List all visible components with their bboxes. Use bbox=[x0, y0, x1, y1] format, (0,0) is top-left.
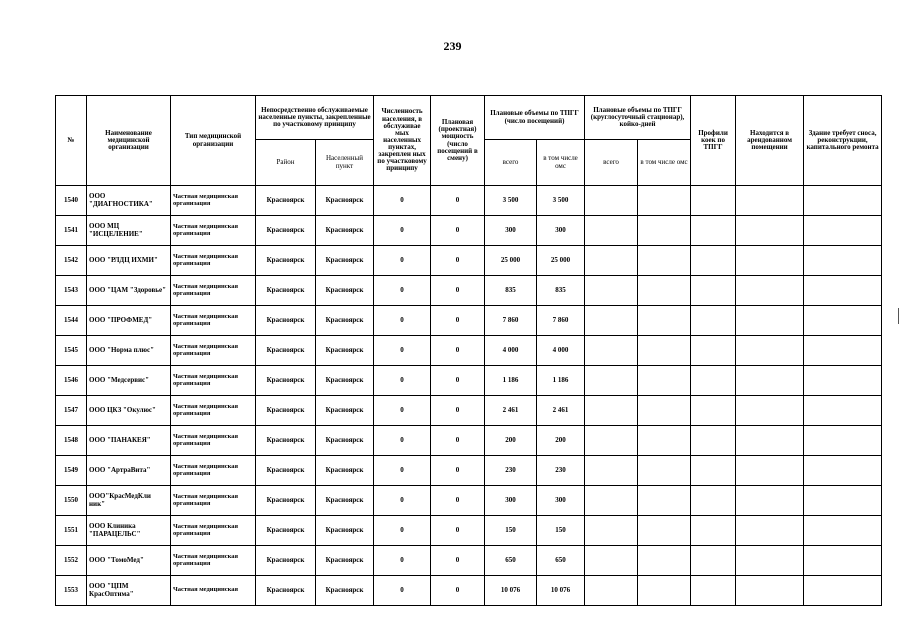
cell-beds-total bbox=[585, 246, 638, 276]
cell-repair bbox=[804, 366, 882, 396]
cell-num: 1540 bbox=[56, 186, 87, 216]
cell-population: 0 bbox=[374, 486, 431, 516]
cell-beds-total bbox=[585, 546, 638, 576]
cell-profiles bbox=[691, 456, 736, 486]
cell-capacity: 0 bbox=[431, 276, 485, 306]
cell-name: ООО ЦКЗ "Окулюс" bbox=[87, 396, 171, 426]
cell-settlement: Красноярск bbox=[316, 396, 374, 426]
cell-beds-total bbox=[585, 396, 638, 426]
cell-capacity: 0 bbox=[431, 576, 485, 606]
table-row bbox=[56, 186, 882, 216]
cell-type: Частная медицинская организация bbox=[171, 456, 256, 486]
cell-rented bbox=[736, 576, 804, 606]
table-body bbox=[56, 186, 882, 606]
cell-profiles bbox=[691, 306, 736, 336]
cell-rented bbox=[736, 336, 804, 366]
cell-profiles bbox=[691, 486, 736, 516]
cell-capacity: 0 bbox=[431, 186, 485, 216]
cell-type: Частная медицинская организация bbox=[171, 516, 256, 546]
cell-num: 1541 bbox=[56, 216, 87, 246]
cell-district: Красноярск bbox=[256, 426, 316, 456]
cell-settlement: Красноярск bbox=[316, 426, 374, 456]
cell-visits-oms: 4 000 bbox=[537, 336, 585, 366]
cell-name: ООО "ДИАГНОСТИКА" bbox=[87, 186, 171, 216]
cell-population: 0 bbox=[374, 306, 431, 336]
cell-rented bbox=[736, 516, 804, 546]
cell-settlement: Красноярск bbox=[316, 216, 374, 246]
cell-type: Частная медицинская организация bbox=[171, 306, 256, 336]
cell-profiles bbox=[691, 426, 736, 456]
cell-beds-total bbox=[585, 336, 638, 366]
cell-profiles bbox=[691, 186, 736, 216]
cell-name: ООО "ТомоМед" bbox=[87, 546, 171, 576]
cell-visits-total: 150 bbox=[485, 516, 537, 546]
cell-visits-oms: 2 461 bbox=[537, 396, 585, 426]
cell-beds-total bbox=[585, 186, 638, 216]
cell-repair bbox=[804, 576, 882, 606]
cell-profiles bbox=[691, 276, 736, 306]
cell-capacity: 0 bbox=[431, 456, 485, 486]
cell-visits-total: 4 000 bbox=[485, 336, 537, 366]
cell-settlement: Красноярск bbox=[316, 186, 374, 216]
cell-population: 0 bbox=[374, 186, 431, 216]
cell-capacity: 0 bbox=[431, 486, 485, 516]
cell-name: ООО"КрасМедКли ник" bbox=[87, 486, 171, 516]
header-rented: Находится в арендованном помещении bbox=[736, 96, 804, 186]
cell-type: Частная медицинская организация bbox=[171, 186, 256, 216]
cell-repair bbox=[804, 246, 882, 276]
cell-visits-oms: 25 000 bbox=[537, 246, 585, 276]
cell-num: 1550 bbox=[56, 486, 87, 516]
cell-visits-total: 1 186 bbox=[485, 366, 537, 396]
cell-population: 0 bbox=[374, 456, 431, 486]
cell-visits-total: 230 bbox=[485, 456, 537, 486]
cell-beds-total bbox=[585, 486, 638, 516]
cell-name: ООО "РЛДЦ ИХМИ" bbox=[87, 246, 171, 276]
cell-type: Частная медицинская bbox=[171, 576, 256, 606]
cell-rented bbox=[736, 546, 804, 576]
cell-capacity: 0 bbox=[431, 246, 485, 276]
cell-repair bbox=[804, 546, 882, 576]
cell-settlement: Красноярск bbox=[316, 306, 374, 336]
cell-district: Красноярск bbox=[256, 366, 316, 396]
cell-visits-oms: 230 bbox=[537, 456, 585, 486]
cell-population: 0 bbox=[374, 576, 431, 606]
header-beds-group: Плановые объемы по ТПГГ (круглосуточный стационар), койко-дней bbox=[585, 96, 691, 140]
cell-num: 1553 bbox=[56, 576, 87, 606]
cell-name: ООО МЦ "ИСЦЕЛЕНИЕ" bbox=[87, 216, 171, 246]
cell-rented bbox=[736, 276, 804, 306]
cell-district: Красноярск bbox=[256, 456, 316, 486]
cell-type: Частная медицинская организация bbox=[171, 276, 256, 306]
table-row bbox=[56, 486, 882, 516]
header-beds-oms: в том числе омс bbox=[638, 140, 691, 186]
cell-type: Частная медицинская организация bbox=[171, 546, 256, 576]
cell-population: 0 bbox=[374, 276, 431, 306]
cell-visits-oms: 650 bbox=[537, 546, 585, 576]
cell-district: Красноярск bbox=[256, 246, 316, 276]
cell-beds-oms bbox=[638, 246, 691, 276]
cell-type: Частная медицинская организация bbox=[171, 216, 256, 246]
cell-rented bbox=[736, 396, 804, 426]
cell-num: 1547 bbox=[56, 396, 87, 426]
cell-profiles bbox=[691, 396, 736, 426]
table-row bbox=[56, 246, 882, 276]
cell-visits-oms: 300 bbox=[537, 486, 585, 516]
cell-beds-oms bbox=[638, 276, 691, 306]
cell-repair bbox=[804, 426, 882, 456]
cell-visits-total: 3 500 bbox=[485, 186, 537, 216]
cell-name: ООО "ЦАМ "Здоровье" bbox=[87, 276, 171, 306]
cell-type: Частная медицинская организация bbox=[171, 396, 256, 426]
table-row bbox=[56, 516, 882, 546]
cell-visits-total: 10 076 bbox=[485, 576, 537, 606]
cell-visits-total: 300 bbox=[485, 216, 537, 246]
cell-beds-oms bbox=[638, 456, 691, 486]
cell-district: Красноярск bbox=[256, 546, 316, 576]
cell-capacity: 0 bbox=[431, 516, 485, 546]
cell-beds-oms bbox=[638, 186, 691, 216]
cell-name: ООО "ПАНАКЕЯ" bbox=[87, 426, 171, 456]
cell-beds-total bbox=[585, 516, 638, 546]
cell-visits-oms: 1 186 bbox=[537, 366, 585, 396]
cell-settlement: Красноярск bbox=[316, 246, 374, 276]
cell-beds-oms bbox=[638, 546, 691, 576]
table-row bbox=[56, 456, 882, 486]
header-type: Тип медицинской организации bbox=[171, 96, 256, 186]
cell-type: Частная медицинская организация bbox=[171, 336, 256, 366]
cell-beds-total bbox=[585, 276, 638, 306]
cell-num: 1548 bbox=[56, 426, 87, 456]
cell-rented bbox=[736, 426, 804, 456]
cell-population: 0 bbox=[374, 426, 431, 456]
cell-population: 0 bbox=[374, 396, 431, 426]
medical-organizations-table bbox=[55, 95, 882, 606]
table-row bbox=[56, 396, 882, 426]
cell-capacity: 0 bbox=[431, 306, 485, 336]
cell-beds-total bbox=[585, 366, 638, 396]
cell-name: ООО "Медсервис" bbox=[87, 366, 171, 396]
table-row bbox=[56, 366, 882, 396]
cell-name: ООО Клиника "ПАРАЦЕЛЬС" bbox=[87, 516, 171, 546]
cell-repair bbox=[804, 516, 882, 546]
header-visits-total: всего bbox=[485, 140, 537, 186]
table-row bbox=[56, 216, 882, 246]
cell-district: Красноярск bbox=[256, 486, 316, 516]
cell-visits-total: 835 bbox=[485, 276, 537, 306]
cell-beds-total bbox=[585, 306, 638, 336]
cell-capacity: 0 bbox=[431, 336, 485, 366]
cell-district: Красноярск bbox=[256, 186, 316, 216]
cell-beds-oms bbox=[638, 306, 691, 336]
cell-visits-total: 300 bbox=[485, 486, 537, 516]
cell-repair bbox=[804, 486, 882, 516]
cell-visits-total: 200 bbox=[485, 426, 537, 456]
cell-visits-oms: 835 bbox=[537, 276, 585, 306]
cell-rented bbox=[736, 246, 804, 276]
cell-profiles bbox=[691, 516, 736, 546]
header-settlement: Населенный пункт bbox=[316, 140, 374, 186]
cell-num: 1549 bbox=[56, 456, 87, 486]
cell-profiles bbox=[691, 546, 736, 576]
cell-visits-total: 7 860 bbox=[485, 306, 537, 336]
cell-capacity: 0 bbox=[431, 426, 485, 456]
cell-visits-oms: 300 bbox=[537, 216, 585, 246]
cell-rented bbox=[736, 306, 804, 336]
cell-num: 1542 bbox=[56, 246, 87, 276]
header-num: № bbox=[56, 96, 87, 186]
cell-beds-total bbox=[585, 456, 638, 486]
cell-profiles bbox=[691, 216, 736, 246]
table-row bbox=[56, 576, 882, 606]
cell-visits-total: 650 bbox=[485, 546, 537, 576]
cell-type: Частная медицинская организация bbox=[171, 486, 256, 516]
cell-beds-total bbox=[585, 426, 638, 456]
header-beds-total: всего bbox=[585, 140, 638, 186]
cell-settlement: Красноярск bbox=[316, 576, 374, 606]
cell-district: Красноярск bbox=[256, 306, 316, 336]
cell-population: 0 bbox=[374, 246, 431, 276]
cell-name: ООО "Норма плюс" bbox=[87, 336, 171, 366]
cell-repair bbox=[804, 276, 882, 306]
cell-beds-oms bbox=[638, 576, 691, 606]
cell-name: ООО "ЦПМ КрасОптима" bbox=[87, 576, 171, 606]
cell-num: 1551 bbox=[56, 516, 87, 546]
cell-beds-total bbox=[585, 576, 638, 606]
cell-type: Частная медицинская организация bbox=[171, 426, 256, 456]
cell-beds-total bbox=[585, 216, 638, 246]
cell-population: 0 bbox=[374, 366, 431, 396]
cell-type: Частная медицинская организация bbox=[171, 246, 256, 276]
scan-edge-mark bbox=[898, 308, 899, 324]
cell-capacity: 0 bbox=[431, 216, 485, 246]
cell-district: Красноярск bbox=[256, 396, 316, 426]
cell-type: Частная медицинская организация bbox=[171, 366, 256, 396]
cell-num: 1545 bbox=[56, 336, 87, 366]
cell-name: ООО "ПРОФМЕД" bbox=[87, 306, 171, 336]
cell-visits-oms: 7 860 bbox=[537, 306, 585, 336]
cell-district: Красноярск bbox=[256, 276, 316, 306]
cell-repair bbox=[804, 306, 882, 336]
header-district: Район bbox=[256, 140, 316, 186]
table-row bbox=[56, 276, 882, 306]
table-row bbox=[56, 426, 882, 456]
cell-beds-oms bbox=[638, 426, 691, 456]
cell-repair bbox=[804, 186, 882, 216]
cell-capacity: 0 bbox=[431, 396, 485, 426]
cell-beds-oms bbox=[638, 366, 691, 396]
cell-district: Красноярск bbox=[256, 336, 316, 366]
cell-district: Красноярск bbox=[256, 576, 316, 606]
cell-num: 1543 bbox=[56, 276, 87, 306]
header-settlements-group: Непосредственно обслуживаемые населенные пункты, закрепленные по участковому принципу bbox=[256, 96, 374, 140]
cell-capacity: 0 bbox=[431, 366, 485, 396]
cell-district: Красноярск bbox=[256, 216, 316, 246]
cell-settlement: Красноярск bbox=[316, 546, 374, 576]
cell-beds-oms bbox=[638, 486, 691, 516]
cell-settlement: Красноярск bbox=[316, 336, 374, 366]
header-name: Наименование медицинской организации bbox=[87, 96, 171, 186]
cell-repair bbox=[804, 216, 882, 246]
header-profiles: Профили коек по ТПГГ bbox=[691, 96, 736, 186]
header-repair: Здание требует сноса, реконструкции, капитального ремонта bbox=[804, 96, 882, 186]
cell-beds-oms bbox=[638, 216, 691, 246]
cell-name: ООО "АртраВита" bbox=[87, 456, 171, 486]
cell-rented bbox=[736, 486, 804, 516]
cell-profiles bbox=[691, 336, 736, 366]
cell-repair bbox=[804, 456, 882, 486]
table-row bbox=[56, 336, 882, 366]
cell-rented bbox=[736, 456, 804, 486]
cell-repair bbox=[804, 396, 882, 426]
cell-profiles bbox=[691, 366, 736, 396]
cell-rented bbox=[736, 366, 804, 396]
cell-profiles bbox=[691, 576, 736, 606]
header-capacity: Плановая (проектная) мощность (число посещений в смену) bbox=[431, 96, 485, 186]
cell-num: 1552 bbox=[56, 546, 87, 576]
cell-beds-oms bbox=[638, 516, 691, 546]
cell-repair bbox=[804, 336, 882, 366]
cell-settlement: Красноярск bbox=[316, 486, 374, 516]
page-number: 239 bbox=[443, 39, 462, 53]
cell-beds-oms bbox=[638, 336, 691, 366]
cell-beds-oms bbox=[638, 396, 691, 426]
header-visits-group: Плановые объемы по ТПГГ (число посещений) bbox=[485, 96, 585, 140]
cell-visits-oms: 150 bbox=[537, 516, 585, 546]
cell-visits-oms: 3 500 bbox=[537, 186, 585, 216]
header-visits-oms: в том числе омс bbox=[537, 140, 585, 186]
cell-settlement: Красноярск bbox=[316, 516, 374, 546]
cell-num: 1546 bbox=[56, 366, 87, 396]
cell-settlement: Красноярск bbox=[316, 276, 374, 306]
cell-population: 0 bbox=[374, 516, 431, 546]
cell-settlement: Красноярск bbox=[316, 456, 374, 486]
cell-rented bbox=[736, 216, 804, 246]
cell-population: 0 bbox=[374, 216, 431, 246]
cell-population: 0 bbox=[374, 546, 431, 576]
header-population: Численность населения, в обслуживае мых населенных пунктах, закреплен ных по участковому принципу bbox=[374, 96, 431, 186]
cell-capacity: 0 bbox=[431, 546, 485, 576]
cell-visits-oms: 10 076 bbox=[537, 576, 585, 606]
cell-visits-total: 2 461 bbox=[485, 396, 537, 426]
cell-rented bbox=[736, 186, 804, 216]
header-row-top bbox=[56, 96, 882, 140]
cell-district: Красноярск bbox=[256, 516, 316, 546]
table-row bbox=[56, 546, 882, 576]
cell-num: 1544 bbox=[56, 306, 87, 336]
cell-visits-oms: 200 bbox=[537, 426, 585, 456]
table-row bbox=[56, 306, 882, 336]
cell-population: 0 bbox=[374, 336, 431, 366]
cell-visits-total: 25 000 bbox=[485, 246, 537, 276]
cell-profiles bbox=[691, 246, 736, 276]
cell-settlement: Красноярск bbox=[316, 366, 374, 396]
